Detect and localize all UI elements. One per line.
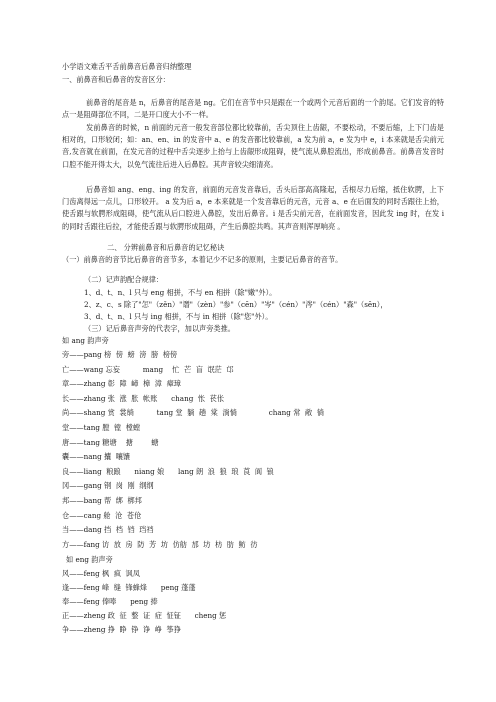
- word-row: 唐——tang 糖塘 搪 螗: [62, 437, 159, 447]
- paragraph-front-nasal-method: 发前鼻音的时候，n 前面的元音一般发音部位都比较靠前，舌尖顶住上齿龈，不要松动，不要后缩，上下门齿是相对的，口形较闭；如：an、en、in 的发音中 a、e 的发音都比较靠前，a 发为前 a，e 发为中 e，i 本来就是舌尖前元音,发音就在前面，在发元音的过程中舌尖逐步上抬与上齿龈形成阻碍，使气流从鼻腔流出，形成前鼻音。前鼻音发音时口腔不能开得太大，以免气流往后进入后鼻腔。其声音较尖细清亮。: [62, 123, 444, 169]
- word-row: 方——fang 访 放 房 防 芳 坊 仿舫 邡 坊 枋 肪 鲂 彷: [62, 539, 258, 549]
- word-row: 堂——tang 膛 镗 樘螳: [62, 423, 141, 432]
- rule-2: 2、z、c、s 除了"怎"（zěn）"谮"（zèn）"参"（cēn）"岑"（cén）"涔"（cén）"森"（sēn），: [84, 300, 388, 309]
- word-row: 尚——shang 赏 裳绱 tang 堂 躺 趟 棠 淌惝 chang 常 敞 徜: [62, 408, 324, 418]
- doc-title: 小学语文难舌平舌前鼻音后鼻音归纳整理: [62, 62, 192, 71]
- word-row: 奉——feng 俸唪 peng 捧: [62, 597, 158, 606]
- rule-1: 1、d、t、n、l 只与 eng 相拼，不与 en 相拼（除"嫩"外）。: [84, 288, 277, 297]
- word-row: 逢——feng 峰 缝 锋蜂烽 peng 蓬蓬: [62, 583, 196, 592]
- word-row: 争——zheng 挣 睁 铮 诤 峥 筝狰: [62, 625, 181, 634]
- paragraph-back-nasal-method: 后鼻音如 ang、eng、ing 的发音，前面的元音发音靠后，舌头后部高高隆起，舌根尽力后缩，抵住软腭，上下门齿离得远一点儿，口形较开。 a 发为后 a，e 本来就是一个发音靠后的元音，元音 a、e 在后面发的同时舌跟往上抬，使舌跟与软腭形成阻碍，使气流从后口腔进入鼻腔，发出后鼻音。i 是舌尖前元音，在前面发音，因此发 ing 时，在发 i 的同时舌跟往后拉，才能使舌跟与软腭形成阻碍，产生后鼻腔共鸣。其声音则浑厚响亮 。: [62, 185, 444, 231]
- word-row: 邦——bang 帮 绑 梆邦: [62, 496, 142, 505]
- word-row: 亡——wang 忘妄 mang 忙 芒 盲 氓茫 邙: [62, 364, 234, 374]
- section-heading-1: 一、前鼻音和后鼻音的发音区分：: [62, 75, 170, 84]
- word-row: 冈——gang 钢 岗 刚 纲纲: [62, 481, 154, 491]
- ang-group-heading: 如 ang 韵声旁: [62, 336, 109, 345]
- word-row: 旁——pang 榜 傍 螃 滂 膀 榜傍: [62, 350, 178, 359]
- word-row: 仓——cang 舱 沧 苍伧: [62, 510, 142, 520]
- subsection-1: （一）前鼻音的音节比后鼻音的音节多，本着记少不记多的原则，主要记后鼻音的音节。: [62, 255, 343, 264]
- subsection-3: （三）记后鼻音声旁的代表字，加以声旁类推。: [84, 324, 235, 333]
- word-row: 囊——nang 攮 嚷馕: [62, 452, 131, 462]
- word-row: 章——zhang 彰 障 嶂 樟 漳 瘴璋: [62, 379, 181, 389]
- subsection-2: （二）记声韵配合规律：: [84, 275, 164, 284]
- word-row: 良——liang 粮踉 niang 娘 lang 朗 浪 狼 琅 莨 阆 锒: [62, 466, 274, 476]
- word-row: 风——feng 枫 疯 讽凤: [62, 569, 140, 578]
- word-row: 长——zhang 张 涨 胀 帐账 chang 怅 苌伥: [62, 393, 225, 403]
- section-heading-2: 二、 分辨前鼻音和后鼻音的记忆秘诀: [107, 243, 225, 252]
- rule-3: 3、d、t、n、l 只与 ing 相拼，不与 in 相拼（除"您"外）。: [84, 312, 273, 321]
- word-row: 正——zheng 政 征 整 证 症 怔钲 cheng 惩: [62, 611, 227, 620]
- eng-group-heading: 如 eng 韵声旁: [66, 555, 113, 564]
- word-row: 当——dang 挡 档 铛 珰裆: [62, 525, 154, 535]
- paragraph-front-nasal-intro: 前鼻音的尾音是 n，后鼻音的尾音是 ng。它们在音节中只是跟在一个或两个元音后面的一个韵尾。它们发音的特点一是阻碍部位不同，二是开口度大小不一样。: [62, 98, 444, 120]
